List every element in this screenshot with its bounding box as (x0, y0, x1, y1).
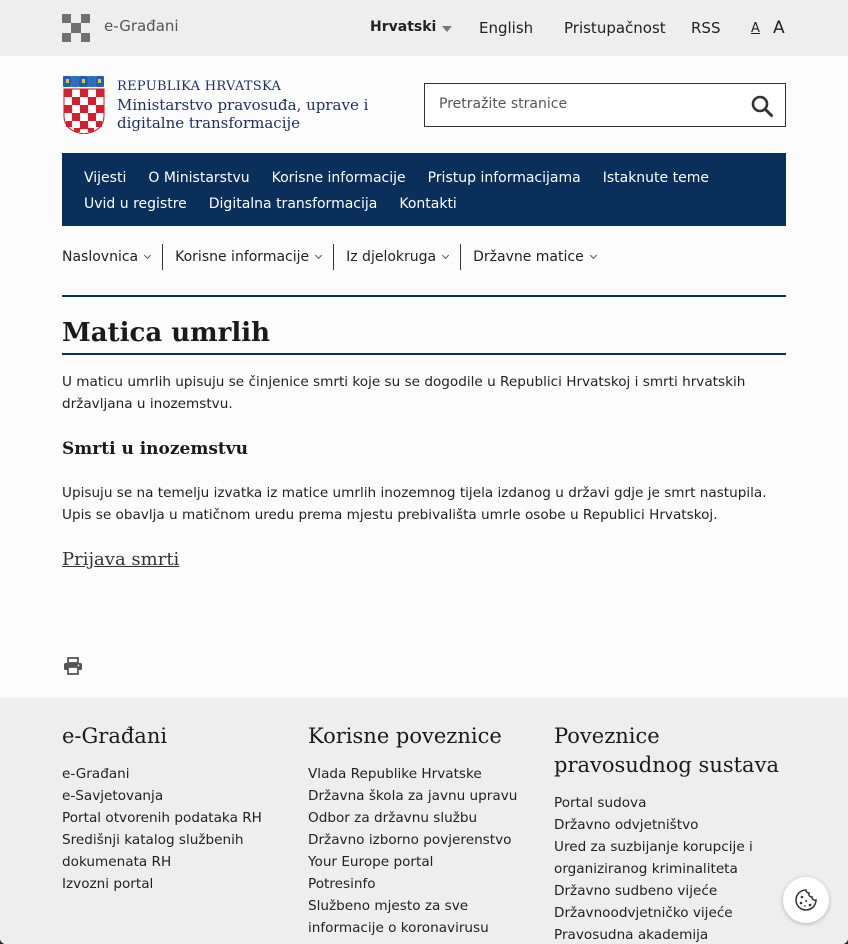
footer-link[interactable]: Državno sudbeno vijeće (554, 883, 718, 899)
chevron-down-icon (315, 251, 322, 258)
footer-link[interactable]: Izvozni portal (62, 876, 154, 892)
nav-item-pristup-informacijama[interactable]: Pristup informacijama (427, 170, 581, 186)
footer-link[interactable]: Vlada Republike Hrvatske (308, 766, 482, 782)
search-box (424, 83, 786, 127)
breadcrumb-item-korisne-informacije[interactable] (162, 244, 333, 270)
footer-link[interactable]: Službeno mjesto za sve informacije o koronavirusu (308, 898, 489, 936)
egradjani-link[interactable]: e-Građani (104, 17, 179, 35)
breadcrumb-label: Iz djelokruga (346, 249, 437, 265)
page-title: Matica umrlih (62, 318, 271, 348)
footer-link[interactable]: Ured za suzbijanje korupcije i organiziranog kriminaliteta (554, 839, 753, 877)
nav-item-kontakti[interactable]: Kontakti (399, 196, 457, 212)
footer-link[interactable]: e-Savjetovanja (62, 788, 164, 804)
breadcrumb (62, 244, 608, 270)
font-size-small-button[interactable]: A (751, 21, 760, 36)
nav-item-uvid-u-registre[interactable]: Uvid u registre (84, 196, 187, 212)
chevron-down-icon (144, 251, 151, 258)
breadcrumb-item-iz-djelokruga[interactable] (333, 244, 460, 270)
nav-item-istaknute-teme[interactable]: Istaknute teme (602, 170, 709, 186)
egradjani-logo-icon[interactable] (62, 14, 90, 42)
cookie-icon (794, 888, 818, 912)
republic-label: REPUBLIKA HRVATSKA (117, 79, 282, 94)
footer-heading: Korisne poveznice (308, 724, 502, 748)
footer-link[interactable]: e-Građani (62, 766, 130, 782)
footer-link[interactable]: Državnoodvjetničko vijeće (554, 905, 733, 921)
footer-column-egradjani (62, 722, 292, 895)
nav-item-o-ministarstvu[interactable]: O Ministarstvu (148, 170, 250, 186)
footer-link[interactable]: Državno izborno povjerenstvo (308, 832, 512, 848)
accessibility-link[interactable]: Pristupačnost (564, 19, 666, 37)
print-icon[interactable] (63, 657, 83, 675)
nav-item-vijesti[interactable]: Vijesti (84, 170, 127, 186)
chevron-down-icon (590, 251, 597, 258)
language-english-link[interactable]: English (479, 19, 534, 37)
croatian-coat-of-arms-icon[interactable] (62, 76, 106, 134)
search-input[interactable] (439, 96, 729, 112)
footer-link[interactable]: Državna škola za javnu upravu (308, 788, 518, 804)
footer (0, 698, 848, 944)
footer-link[interactable]: Državno odvjetništvo (554, 817, 699, 833)
ministry-name-link[interactable]: Ministarstvo pravosuđa, uprave i digitalne transformacije (117, 96, 369, 132)
title-divider (62, 353, 786, 355)
breadcrumb-label: Naslovnica (62, 249, 139, 265)
footer-link[interactable]: Odbor za državnu službu (308, 810, 478, 826)
section-paragraph: Upisuju se na temelju izvatka iz matice umrlih inozemnog tijela izdanog u državi gdje je smrt nastupila. Upis se obavlja u matičnom uredu prema mjestu prebivališta umrle osobe u Republici Hrvatskoj. (62, 485, 767, 523)
footer-heading: Poveznice pravosudnog sustava (554, 724, 779, 777)
section-heading: Smrti u inozemstvu (62, 439, 249, 459)
divider (62, 295, 786, 297)
intro-paragraph: U maticu umrlih upisuju se činjenice smrti koje su se dogodile u Republici Hrvatskoj i smrti hrvatskih državljana u inozemstvu. (62, 374, 746, 412)
main-navigation (62, 153, 786, 226)
cookie-settings-button[interactable] (783, 877, 829, 923)
footer-column-korisne-poveznice (308, 722, 538, 939)
utility-bar (0, 0, 848, 56)
breadcrumb-item-naslovnica[interactable] (62, 244, 162, 270)
chevron-down-icon (442, 251, 449, 258)
prijava-smrti-link[interactable]: Prijava smrti (62, 549, 180, 570)
caret-down-icon[interactable] (442, 26, 452, 32)
language-selector[interactable]: Hrvatski (370, 19, 437, 35)
footer-link[interactable]: Potresinfo (308, 876, 376, 892)
search-icon[interactable] (751, 95, 773, 117)
rss-link[interactable]: RSS (691, 19, 721, 37)
nav-item-digitalna-transformacija[interactable]: Digitalna transformacija (208, 196, 378, 212)
footer-link[interactable]: Središnji katalog službenih dokumenata RH (62, 832, 244, 870)
footer-link[interactable]: Your Europe portal (308, 854, 434, 870)
footer-link[interactable]: Pravosudna akademija (554, 927, 709, 943)
font-size-large-button[interactable]: A (773, 18, 785, 38)
breadcrumb-label: Korisne informacije (175, 249, 310, 265)
breadcrumb-item-drzavne-matice[interactable] (460, 244, 608, 270)
nav-item-korisne-informacije[interactable]: Korisne informacije (271, 170, 406, 186)
footer-column-pravosudni-sustav (554, 722, 784, 944)
breadcrumb-label: Državne matice (473, 249, 584, 265)
footer-link[interactable]: Portal otvorenih podataka RH (62, 810, 262, 826)
footer-link[interactable]: Portal sudova (554, 795, 647, 811)
footer-heading: e-Građani (62, 724, 168, 748)
